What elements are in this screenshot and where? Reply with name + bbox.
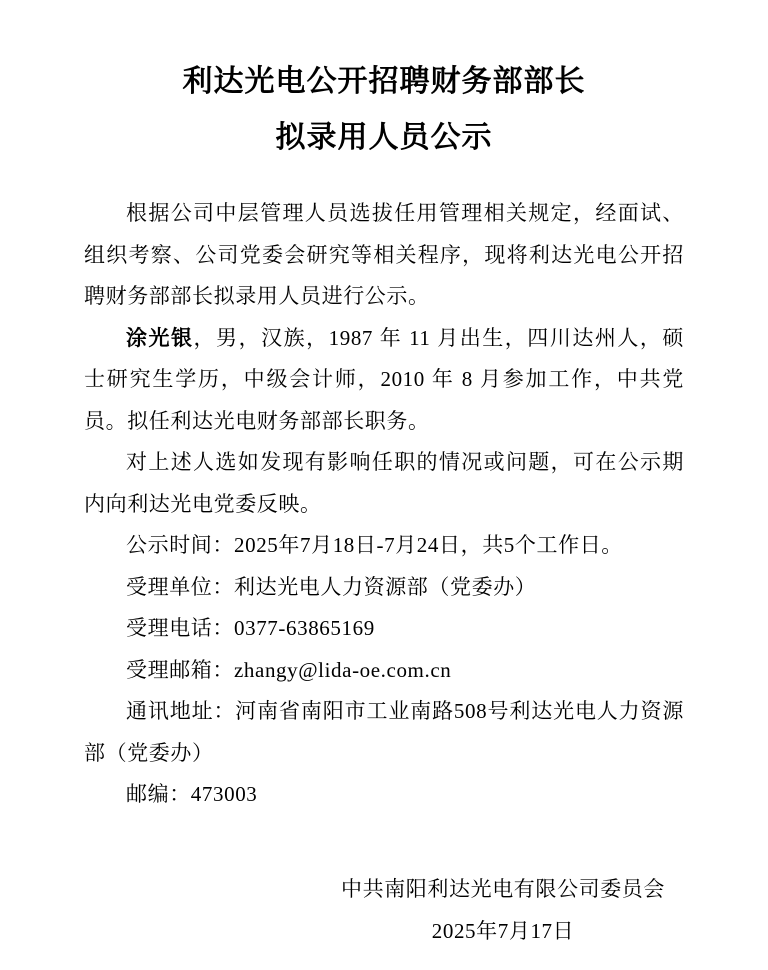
document-body <box>84 193 684 816</box>
info-line-email: 受理邮箱：zhangy@lida-oe.com.cn <box>126 657 452 682</box>
candidate-details: ，男，汉族，1987 年 11 月出生，四川达州人，硕士研究生学历，中级会计师，2010 年 8 月参加工作，中共党员。拟任利达光电财务部部长职务。 <box>84 325 684 433</box>
document-title <box>0 54 768 166</box>
info-line-postal-code: 邮编：473003 <box>126 782 258 806</box>
signature-block <box>322 868 684 952</box>
info-line-accepting-unit: 受理单位：利达光电人力资源部（党委办） <box>126 574 537 599</box>
paragraph-feedback: 对上述人选如发现有影响任职的情况或问题，可在公示期内向利达光电党委反映。 <box>84 450 684 516</box>
candidate-name: 涂光银 <box>126 325 194 350</box>
signature-org: 中共南阳利达光电有限公司委员会 <box>341 876 665 901</box>
paragraph-candidate <box>84 318 684 443</box>
info-line-publicity-period: 公示时间：2025年7月18日-7月24日，共5个工作日。 <box>126 533 623 557</box>
paragraph-intro: 根据公司中层管理人员选拔任用管理相关规定，经面试、组织考察、公司党委会研究等相关程序，现将利达光电公开招聘财务部部长拟录用人员进行公示。 <box>84 201 684 308</box>
title-line-2: 拟录用人员公示 <box>275 121 493 154</box>
info-line-address: 通讯地址：河南省南阳市工业南路508号利达光电人力资源部（党委办） <box>84 699 684 765</box>
info-line-phone: 受理电话：0377-63865169 <box>126 616 375 640</box>
title-line-1: 利达光电公开招聘财务部部长 <box>182 65 586 98</box>
signature-date: 2025年7月17日 <box>431 918 575 943</box>
